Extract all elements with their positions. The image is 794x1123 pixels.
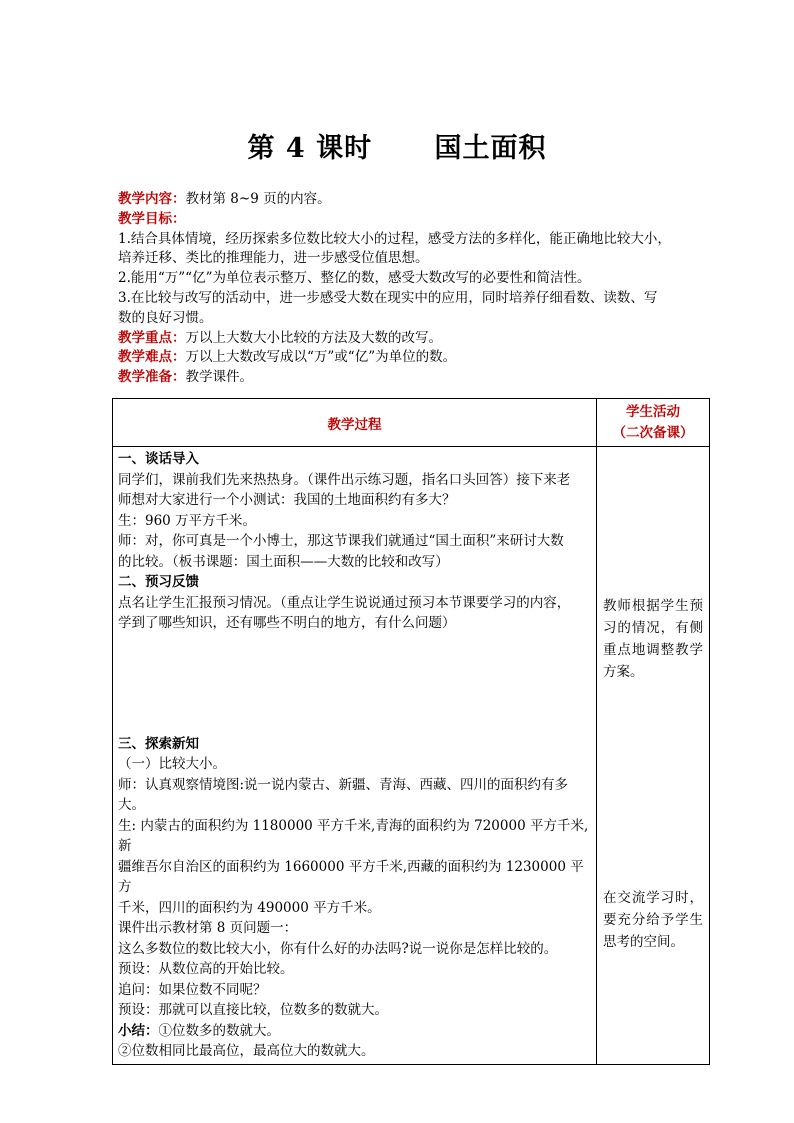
goal-line: 2.能用“万”“亿”为单位表示整万、整亿的数，感受大数改写的必要性和简洁性。: [118, 270, 591, 287]
goal-line: 培养迁移、类比的推理能力，进一步感受位值思想。: [118, 250, 429, 267]
goal-line: 数的良好习惯。: [118, 309, 213, 326]
text-line: 追问：如果位数不同呢？: [118, 981, 267, 998]
text-line: 师想对大家进行一个小测试：我国的土地面积约有多大？: [118, 492, 456, 508]
text-line: 疆维吾尔自治区的面积约为 1660000 平方千米,西藏的面积约为 1230000 平方: [118, 858, 584, 895]
blank-space: [118, 634, 592, 734]
text-line: 课件出示教材第 8 页问题一：: [118, 920, 298, 936]
teaching-prep-text: 教学课件。: [185, 369, 253, 386]
side-note: 教师根据学生预习的情况，有侧重点地调整教学方案。: [603, 598, 703, 680]
section-title: 一、谈话导入: [118, 451, 199, 467]
teaching-difficulty: [118, 348, 698, 368]
teaching-goals-label: 教学目标：: [118, 210, 186, 227]
goal-line: 1.结合具体情境，经历探索多位数比较大小的过程，感受方法的多样化，能正确地比较大小，: [118, 230, 671, 247]
text-line: 千米，四川的面积约为 490000 平方千米。: [118, 899, 381, 916]
teaching-key-point: [118, 329, 698, 349]
side-note: 在交流学习时，要充分给予学生思考的空间。: [603, 890, 703, 950]
teaching-difficulty-text: 万以上大数改写成以“万”或“亿”为单位的数。: [185, 349, 457, 366]
text-line: 预设：从数位高的开始比较。: [118, 961, 294, 977]
teaching-difficulty-label: 教学难点：: [118, 349, 186, 366]
summary-line: [118, 1021, 592, 1042]
table-body-row: [113, 447, 710, 1065]
teaching-process-cell: [113, 447, 597, 1065]
header-student-activity-line1: 学生活动: [626, 403, 680, 420]
summary-line: ②位数相同比最高位，最高位大的数就大。: [118, 1043, 375, 1059]
table-header-row: [113, 399, 710, 447]
text-line: 生：960 万平方千米。: [118, 512, 257, 529]
section-title: 三、探索新知: [118, 735, 199, 752]
text-line: 点名让学生汇报预习情况。（重点让学生说说通过预习本节课要学习的内容，: [118, 594, 571, 611]
teaching-goals-heading: [118, 210, 698, 230]
text-line: 的比较。（板书课题：国土面积——大数的比较和改写）: [118, 553, 449, 570]
summary-text: ①位数多的数就大。: [158, 1022, 280, 1039]
teaching-key-text: 万以上大数大小比较的方法及大数的改写。: [185, 329, 442, 346]
teaching-key-label: 教学重点：: [118, 329, 186, 346]
text-line: 大。: [118, 797, 145, 813]
lesson-table: [112, 398, 710, 1065]
text-line: 同学们，课前我们先来热热身。（课件出示练习题，指名口头回答）接下来老: [118, 471, 571, 488]
header-student-activity-line2: （二次备课）: [612, 424, 694, 441]
page-title: 第 4 课时 国土面积: [247, 133, 547, 164]
text-line: 预设：那就可以直接比较，位数多的数就大。: [118, 1002, 388, 1018]
header-student-activity: [597, 399, 710, 447]
header-teaching-process: 教学过程: [113, 399, 597, 447]
text-line: 生: 内蒙古的面积约为 1180000 平方千米,青海的面积约为 720000 平方千米,新: [118, 817, 589, 854]
teaching-content: [118, 190, 698, 210]
summary-label: 小结：: [118, 1022, 159, 1039]
lesson-intro: [118, 190, 698, 388]
teaching-content-label: 教学内容：: [118, 191, 186, 207]
section-title: 二、预习反馈: [118, 574, 199, 590]
goal-line: 3.在比较与改写的活动中，进一步感受大数在现实中的应用，同时培养仔细看数、读数、写: [118, 289, 658, 306]
student-activity-cell: [597, 447, 710, 1065]
teaching-preparation: [118, 368, 698, 388]
teaching-content-text: 教材第 8~9 页的内容。: [185, 191, 331, 207]
text-line: 师：对，你可真是一个小博士，那这节课我们就通过“国土面积”来研讨大数: [118, 533, 564, 549]
text-line: （一）比较大小。: [118, 756, 226, 772]
text-line: 学到了哪些知识，还有哪些不明白的地方，有什么问题）: [118, 615, 456, 631]
text-line: 师：认真观察情境图:说一说内蒙古、新疆、青海、西藏、四川的面积约有多: [118, 776, 569, 793]
text-line: 这么多数位的数比较大小，你有什么好的办法吗?说一说你是怎样比较的。: [118, 940, 558, 957]
teaching-prep-label: 教学准备：: [118, 369, 186, 386]
